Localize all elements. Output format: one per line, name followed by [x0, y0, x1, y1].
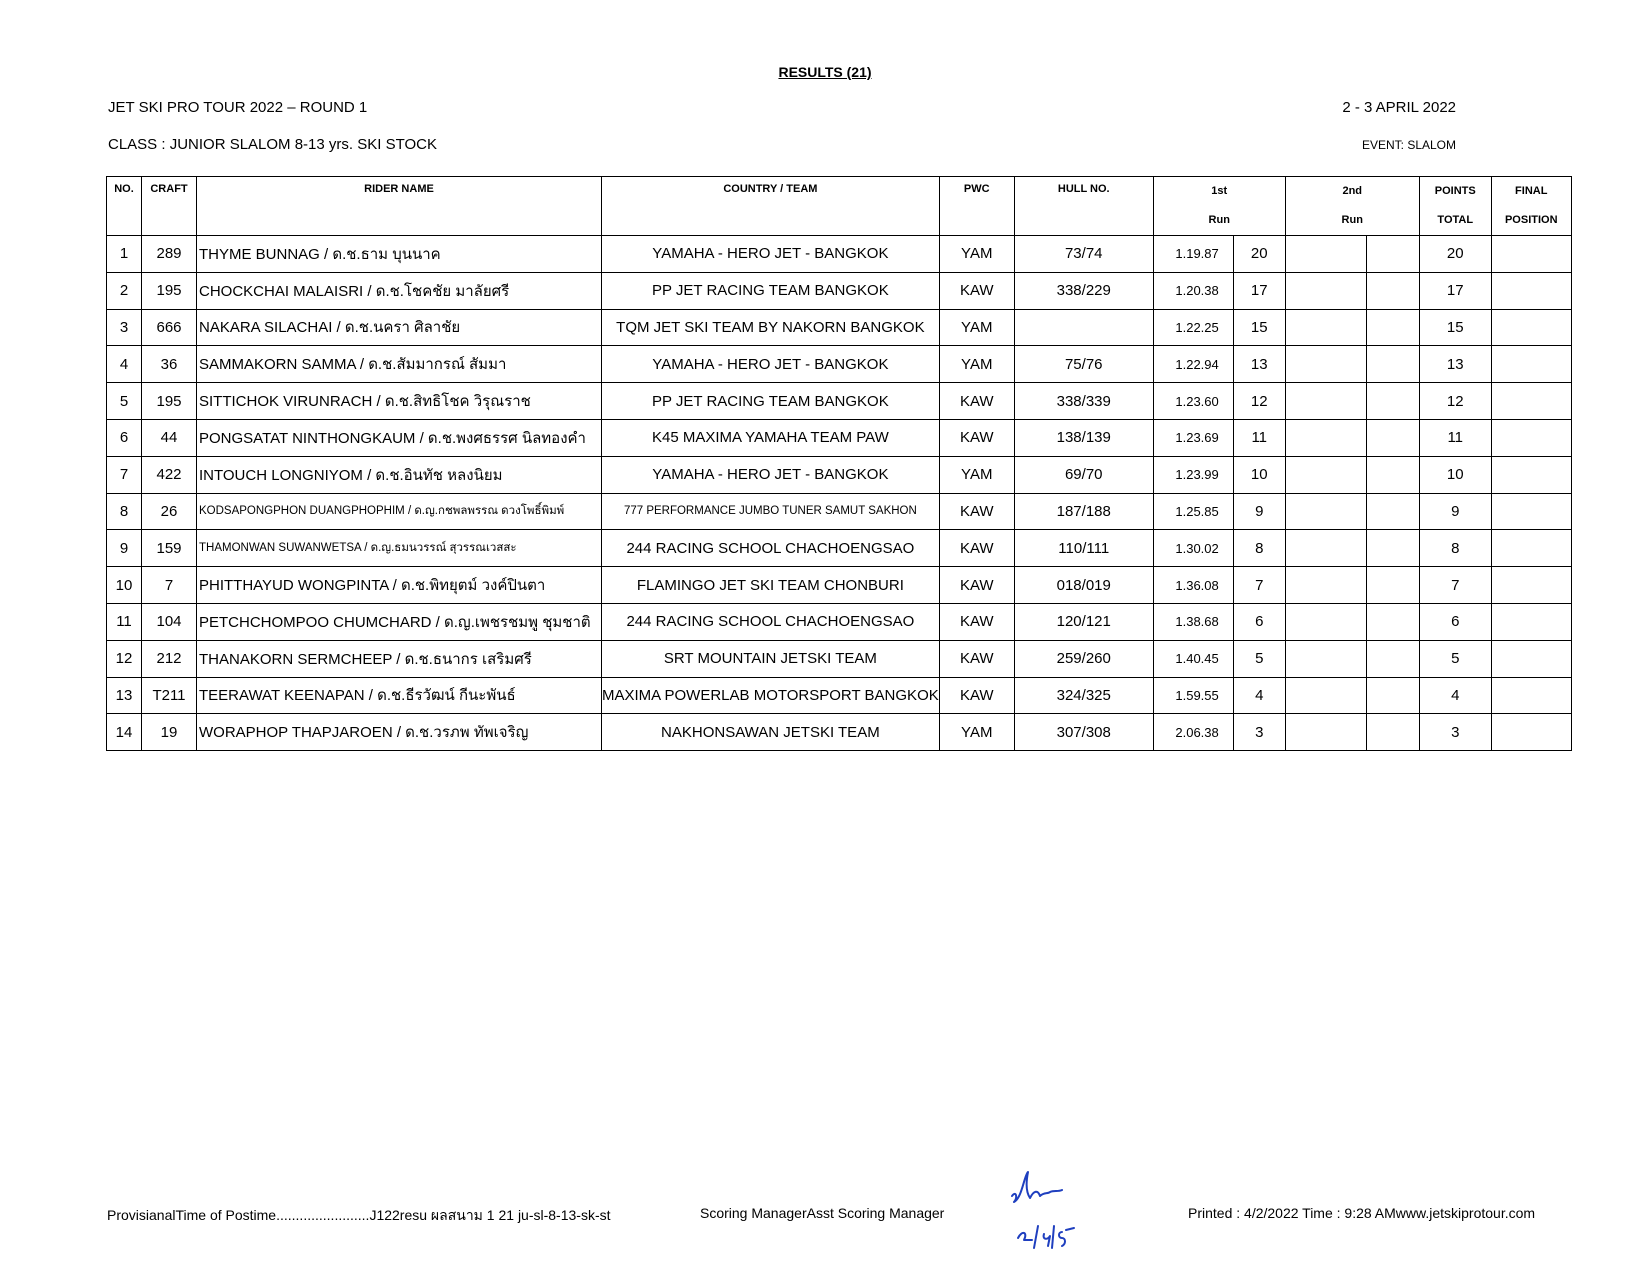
header-run2-bottom: Run: [1341, 214, 1363, 226]
cell-rider-name: THYME BUNNAG / ด.ช.ธาม บุนนาค: [197, 236, 602, 273]
cell-craft: 195: [142, 272, 197, 309]
header-final: [1491, 177, 1571, 236]
cell-run2-points: [1366, 714, 1419, 751]
cell-run2-time: [1285, 346, 1366, 383]
cell-run2-points: [1366, 272, 1419, 309]
cell-pwc: YAM: [939, 346, 1014, 383]
table-row: [107, 346, 1572, 383]
cell-hull: 018/019: [1014, 567, 1153, 604]
cell-team: SRT MOUNTAIN JETSKI TEAM: [602, 640, 940, 677]
cell-run2-points: [1366, 530, 1419, 567]
cell-points-total: 6: [1419, 603, 1491, 640]
cell-run1-points: 4: [1233, 677, 1285, 714]
cell-hull: 73/74: [1014, 236, 1153, 273]
cell-team: PP JET RACING TEAM BANGKOK: [602, 272, 940, 309]
cell-final-position: [1491, 640, 1571, 677]
cell-no: 11: [107, 603, 142, 640]
cell-run1-time: 1.23.69: [1153, 419, 1233, 456]
results-body: [107, 236, 1572, 751]
table-row: [107, 383, 1572, 420]
cell-run2-time: [1285, 272, 1366, 309]
cell-run2-time: [1285, 456, 1366, 493]
header-rider: RIDER NAME: [197, 177, 602, 236]
cell-pwc: KAW: [939, 603, 1014, 640]
cell-rider-name: TEERAWAT KEENAPAN / ด.ช.ธีรวัฒน์ กีนะพันธ์: [197, 677, 602, 714]
cell-run1-points: 3: [1233, 714, 1285, 751]
cell-run2-points: [1366, 456, 1419, 493]
header-run1: [1153, 177, 1285, 236]
cell-no: 5: [107, 383, 142, 420]
cell-craft: 212: [142, 640, 197, 677]
cell-no: 12: [107, 640, 142, 677]
cell-run2-time: [1285, 419, 1366, 456]
cell-points-total: 7: [1419, 567, 1491, 604]
cell-final-position: [1491, 456, 1571, 493]
header-run1-top: 1st: [1211, 185, 1228, 197]
cell-craft: 104: [142, 603, 197, 640]
results-table: [106, 176, 1572, 751]
table-header-row: [107, 177, 1572, 236]
handwritten-signature: [1004, 1168, 1084, 1253]
cell-rider-name: THANAKORN SERMCHEEP / ด.ช.ธนากร เสริมศรี: [197, 640, 602, 677]
cell-points-total: 8: [1419, 530, 1491, 567]
cell-run2-points: [1366, 309, 1419, 346]
cell-points-total: 13: [1419, 346, 1491, 383]
cell-run2-time: [1285, 714, 1366, 751]
cell-craft: 159: [142, 530, 197, 567]
header-team: COUNTRY / TEAM: [602, 177, 940, 236]
cell-run2-time: [1285, 603, 1366, 640]
cell-craft: 44: [142, 419, 197, 456]
cell-hull: [1014, 309, 1153, 346]
cell-rider-name: NAKARA SILACHAI / ด.ช.นครา ศิลาชัย: [197, 309, 602, 346]
footer-provisional: ProvisianalTime of Postime........................J122resu ผลสนาม 1 21 ju-sl-8-13-sk-st: [107, 1207, 611, 1223]
cell-pwc: KAW: [939, 640, 1014, 677]
cell-team: 244 RACING SCHOOL CHACHOENGSAO: [602, 530, 940, 567]
document-title: RESULTS (21): [778, 64, 872, 80]
cell-hull: 138/139: [1014, 419, 1153, 456]
cell-team: PP JET RACING TEAM BANGKOK: [602, 383, 940, 420]
table-row: [107, 272, 1572, 309]
cell-run1-points: 15: [1233, 309, 1285, 346]
cell-points-total: 9: [1419, 493, 1491, 530]
cell-hull: 75/76: [1014, 346, 1153, 383]
cell-run2-points: [1366, 677, 1419, 714]
cell-hull: 307/308: [1014, 714, 1153, 751]
cell-hull: 187/188: [1014, 493, 1153, 530]
header-pwc: PWC: [939, 177, 1014, 236]
table-row: [107, 419, 1572, 456]
cell-run1-points: 11: [1233, 419, 1285, 456]
cell-hull: 110/111: [1014, 530, 1153, 567]
cell-run2-time: [1285, 309, 1366, 346]
event-name: JET SKI PRO TOUR 2022 – ROUND 1: [108, 99, 368, 116]
cell-craft: 26: [142, 493, 197, 530]
cell-craft: 289: [142, 236, 197, 273]
cell-run2-points: [1366, 567, 1419, 604]
cell-no: 9: [107, 530, 142, 567]
table-row: [107, 236, 1572, 273]
header-points: [1419, 177, 1491, 236]
cell-run1-points: 12: [1233, 383, 1285, 420]
cell-points-total: 5: [1419, 640, 1491, 677]
cell-final-position: [1491, 236, 1571, 273]
cell-run2-time: [1285, 567, 1366, 604]
cell-no: 3: [107, 309, 142, 346]
cell-points-total: 11: [1419, 419, 1491, 456]
cell-craft: 36: [142, 346, 197, 383]
cell-final-position: [1491, 603, 1571, 640]
cell-run2-points: [1366, 493, 1419, 530]
cell-no: 13: [107, 677, 142, 714]
header-points-top: POINTS: [1434, 185, 1476, 197]
cell-hull: 338/339: [1014, 383, 1153, 420]
footer-scoring-manager: Scoring ManagerAsst Scoring Manager: [700, 1205, 945, 1221]
table-row: [107, 640, 1572, 677]
header-run1-bottom: Run: [1208, 214, 1230, 226]
cell-points-total: 12: [1419, 383, 1491, 420]
cell-rider-name: PHITTHAYUD WONGPINTA / ด.ช.พิทยุตม์ วงค์ปินตา: [197, 567, 602, 604]
cell-no: 4: [107, 346, 142, 383]
cell-pwc: YAM: [939, 456, 1014, 493]
cell-run1-points: 5: [1233, 640, 1285, 677]
cell-pwc: YAM: [939, 309, 1014, 346]
cell-craft: 19: [142, 714, 197, 751]
cell-run1-points: 13: [1233, 346, 1285, 383]
cell-craft: 195: [142, 383, 197, 420]
cell-run2-points: [1366, 640, 1419, 677]
cell-craft: T211: [142, 677, 197, 714]
cell-final-position: [1491, 272, 1571, 309]
cell-pwc: KAW: [939, 493, 1014, 530]
cell-rider-name: INTOUCH LONGNIYOM / ด.ช.อินทัช หลงนิยม: [197, 456, 602, 493]
table-row: [107, 530, 1572, 567]
cell-run1-time: 1.20.38: [1153, 272, 1233, 309]
cell-run1-points: 9: [1233, 493, 1285, 530]
cell-run1-points: 8: [1233, 530, 1285, 567]
cell-craft: 422: [142, 456, 197, 493]
event-type: EVENT: SLALOM: [1361, 138, 1456, 152]
header-no: NO.: [107, 177, 142, 236]
cell-run1-points: 6: [1233, 603, 1285, 640]
cell-run2-time: [1285, 493, 1366, 530]
cell-run2-time: [1285, 383, 1366, 420]
cell-no: 14: [107, 714, 142, 751]
cell-final-position: [1491, 309, 1571, 346]
cell-final-position: [1491, 383, 1571, 420]
cell-run2-points: [1366, 383, 1419, 420]
cell-rider-name: PONGSATAT NINTHONGKAUM / ด.ช.พงศธรรศ นิลทองคำ: [197, 419, 602, 456]
cell-final-position: [1491, 714, 1571, 751]
cell-no: 1: [107, 236, 142, 273]
cell-run1-time: 1.30.02: [1153, 530, 1233, 567]
footer-printed: Printed : 4/2/2022 Time : 9:28 AMwww.jetskiprotour.com: [1188, 1205, 1536, 1221]
cell-craft: 666: [142, 309, 197, 346]
table-row: [107, 567, 1572, 604]
cell-rider-name: SAMMAKORN SAMMA / ด.ช.สัมมากรณ์ สัมมา: [197, 346, 602, 383]
cell-run1-time: 1.36.08: [1153, 567, 1233, 604]
cell-run2-time: [1285, 677, 1366, 714]
cell-points-total: 17: [1419, 272, 1491, 309]
cell-team: MAXIMA POWERLAB MOTORSPORT BANGKOK: [602, 677, 940, 714]
table-row: [107, 677, 1572, 714]
cell-hull: 324/325: [1014, 677, 1153, 714]
cell-run2-points: [1366, 603, 1419, 640]
cell-run2-time: [1285, 640, 1366, 677]
cell-hull: 69/70: [1014, 456, 1153, 493]
cell-team: 777 PERFORMANCE JUMBO TUNER SAMUT SAKHON: [602, 493, 940, 530]
cell-run1-time: 1.23.99: [1153, 456, 1233, 493]
cell-pwc: KAW: [939, 530, 1014, 567]
header-points-bottom: TOTAL: [1437, 214, 1474, 226]
cell-final-position: [1491, 346, 1571, 383]
cell-team: K45 MAXIMA YAMAHA TEAM PAW: [602, 419, 940, 456]
cell-run1-time: 1.25.85: [1153, 493, 1233, 530]
cell-run1-points: 7: [1233, 567, 1285, 604]
cell-points-total: 10: [1419, 456, 1491, 493]
table-row: [107, 456, 1572, 493]
cell-pwc: KAW: [939, 419, 1014, 456]
cell-team: FLAMINGO JET SKI TEAM CHONBURI: [602, 567, 940, 604]
cell-points-total: 20: [1419, 236, 1491, 273]
cell-rider-name: PETCHCHOMPOO CHUMCHARD / ด.ญ.เพชรชมพู ชุมชาติ: [197, 603, 602, 640]
event-date: 2 - 3 APRIL 2022: [1342, 99, 1456, 116]
cell-final-position: [1491, 530, 1571, 567]
cell-pwc: YAM: [939, 714, 1014, 751]
cell-team: YAMAHA - HERO JET - BANGKOK: [602, 236, 940, 273]
cell-run1-points: 20: [1233, 236, 1285, 273]
cell-run2-points: [1366, 346, 1419, 383]
cell-run2-time: [1285, 236, 1366, 273]
cell-hull: 338/229: [1014, 272, 1153, 309]
cell-team: YAMAHA - HERO JET - BANGKOK: [602, 346, 940, 383]
cell-run1-points: 17: [1233, 272, 1285, 309]
cell-team: NAKHONSAWAN JETSKI TEAM: [602, 714, 940, 751]
cell-no: 8: [107, 493, 142, 530]
header-final-bottom: POSITION: [1504, 214, 1558, 226]
cell-pwc: KAW: [939, 677, 1014, 714]
cell-rider-name: THAMONWAN SUWANWETSA / ด.ญ.ธมนวรรณ์ สุวรรณเวสสะ: [197, 530, 602, 567]
header-run2-top: 2nd: [1342, 185, 1363, 197]
table-row: [107, 714, 1572, 751]
cell-final-position: [1491, 493, 1571, 530]
cell-team: TQM JET SKI TEAM BY NAKORN BANGKOK: [602, 309, 940, 346]
cell-pwc: KAW: [939, 272, 1014, 309]
cell-rider-name: CHOCKCHAI MALAISRI / ด.ช.โชคชัย มาลัยศรี: [197, 272, 602, 309]
cell-hull: 259/260: [1014, 640, 1153, 677]
cell-pwc: KAW: [939, 567, 1014, 604]
cell-craft: 7: [142, 567, 197, 604]
cell-run1-time: 1.19.87: [1153, 236, 1233, 273]
cell-points-total: 3: [1419, 714, 1491, 751]
table-row: [107, 309, 1572, 346]
cell-final-position: [1491, 567, 1571, 604]
cell-team: 244 RACING SCHOOL CHACHOENGSAO: [602, 603, 940, 640]
cell-run1-time: 1.38.68: [1153, 603, 1233, 640]
cell-run1-time: 1.59.55: [1153, 677, 1233, 714]
class-label: CLASS : JUNIOR SLALOM 8-13 yrs. SKI STOCK: [108, 136, 437, 153]
cell-run2-points: [1366, 419, 1419, 456]
cell-points-total: 15: [1419, 309, 1491, 346]
cell-no: 2: [107, 272, 142, 309]
cell-final-position: [1491, 419, 1571, 456]
cell-run1-time: 2.06.38: [1153, 714, 1233, 751]
cell-no: 6: [107, 419, 142, 456]
cell-rider-name: WORAPHOP THAPJAROEN / ด.ช.วรภพ ทัพเจริญ: [197, 714, 602, 751]
cell-run1-time: 1.22.94: [1153, 346, 1233, 383]
cell-points-total: 4: [1419, 677, 1491, 714]
cell-no: 7: [107, 456, 142, 493]
cell-rider-name: KODSAPONGPHON DUANGPHOPHIM / ด.ญ.กชพลพรรณ ดวงโพธิ์พิมพ์: [197, 493, 602, 530]
header-hull: HULL NO.: [1014, 177, 1153, 236]
cell-run2-points: [1366, 236, 1419, 273]
cell-run1-time: 1.22.25: [1153, 309, 1233, 346]
cell-pwc: KAW: [939, 383, 1014, 420]
cell-final-position: [1491, 677, 1571, 714]
table-row: [107, 493, 1572, 530]
cell-team: YAMAHA - HERO JET - BANGKOK: [602, 456, 940, 493]
cell-run2-time: [1285, 530, 1366, 567]
table-row: [107, 603, 1572, 640]
cell-run1-time: 1.40.45: [1153, 640, 1233, 677]
header-craft: CRAFT: [142, 177, 197, 236]
cell-hull: 120/121: [1014, 603, 1153, 640]
cell-run1-points: 10: [1233, 456, 1285, 493]
cell-rider-name: SITTICHOK VIRUNRACH / ด.ช.สิทธิโชค วิรุณราช: [197, 383, 602, 420]
cell-pwc: YAM: [939, 236, 1014, 273]
cell-no: 10: [107, 567, 142, 604]
cell-run1-time: 1.23.60: [1153, 383, 1233, 420]
header-final-top: FINAL: [1515, 185, 1548, 197]
header-run2: [1285, 177, 1419, 236]
